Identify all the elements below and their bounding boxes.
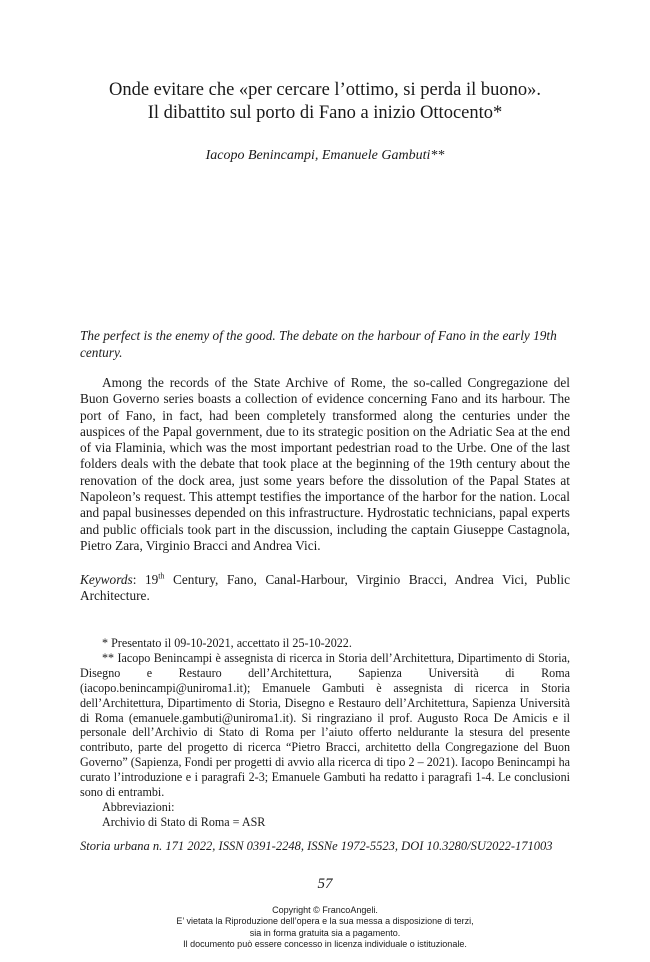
- copyright-line-4: Il documento può essere concesso in licenza individuale o istituzionale.: [183, 939, 467, 950]
- journal-citation: Storia urbana n. 171 2022, ISSN 0391-2248, ISSNe 1972-5523, DOI 10.3280/SU2022-171003: [80, 839, 553, 853]
- authors: Iacopo Benincampi, Emanuele Gambuti**: [205, 148, 445, 163]
- copyright-notice: [80, 905, 570, 951]
- article-title: [80, 79, 570, 125]
- copyright-line-3: sia in forma gratuita sia a pagamento.: [249, 927, 401, 938]
- abbreviation-item: Archivio di Stato di Roma = ASR: [102, 814, 266, 829]
- title-line-1: Onde evitare che «per cercare l’ottimo, si perda il buono».: [108, 80, 541, 100]
- copyright-line-1: Copyright © FrancoAngeli.: [272, 905, 378, 915]
- keywords-label: Keywords: [80, 572, 133, 587]
- copyright-line-2: E’ vietata la Riproduzione dell’opera e la sua messa a disposizione di terzi,: [176, 916, 474, 927]
- footnote-2: ** Iacopo Benincampi è assegnista di ricerca in Storia dell’Architettura, Dipartimento di Storia, Disegno e Restauro dell’Architettura, Sapienza Università di Roma (iacopo.benincampi@uniroma1.it); Emanuele Gambuti è assegnista di ricerca in Storia dell’Architettura, Dipartimento di Storia, Disegno e Restauro dell’Architettura, Sapienza Università di Roma (emanuele.gambuti@uniroma1.it). Si ringraziano il prof. Augusto Roca De Amicis e il personale dell’Archivio di Stato di Roma per l’aiuto offerto neldurante la stesura del presente contributo, parte del progetto di ricerca “Pietro Bracci, architetto della Congregazione del Buon Governo” (Sapienza, Fondi per progetti di avvio alla ricerca di tipo 2 – 2021). Iacopo Benincampi ha curato l’introduzione e i paragrafi 2-3; Emanuele Gambuti ha redatto i paragrafi 1-4. Le conclusioni sono di entrambi.: [80, 650, 570, 800]
- page-number: 57: [317, 876, 333, 892]
- abstract-text: Among the records of the State Archive of Rome, the so-called Congregazione del Buon Governo series boasts a collection of evidence concerning Fano and its harbour. The port of Fano, in fact, had been completely transformed along the centuries under the auspices of the Papal government, due to its strategic position on the Adriatic Sea at the end of via Flaminia, which was the most important pedestrian road to the Urbe. One of the last folders deals with the debate that took place at the beginning of the 19th century about the renovation of the dock area, just some years before the dissolution of the Papal States at Napoleon’s request. This attempt testifies the importance of the harbor for the nation. Local and papal businesses depended on this infrastructure. Hydrostatic technicians, papal experts and public officials took part in the discussion, including the captain Giuseppe Castagnola, Pietro Zara, Virginio Bracci and Andrea Vici.: [80, 375, 570, 553]
- abbreviations-label: Abbreviazioni:: [102, 799, 175, 814]
- abstract-title: The perfect is the enemy of the good. The debate on the harbour of Fano in the early 19th century.: [80, 328, 557, 360]
- footnotes: [80, 636, 570, 830]
- keywords-list: Century, Fano, Canal-Harbour, Virginio Bracci, Andrea Vici, Public Architecture.: [80, 572, 570, 604]
- keywords: Keywords: 19th Century, Fano, Canal-Harbour, Virginio Bracci, Andrea Vici, Public Architecture.: [80, 571, 570, 604]
- keywords-sup: th: [158, 571, 165, 581]
- title-line-2: Il dibattito sul porto di Fano a inizio Ottocento*: [147, 103, 503, 123]
- keywords-century: 19: [144, 572, 159, 587]
- footnote-1: * Presentato il 09-10-2021, accettato il 25-10-2022.: [102, 636, 352, 650]
